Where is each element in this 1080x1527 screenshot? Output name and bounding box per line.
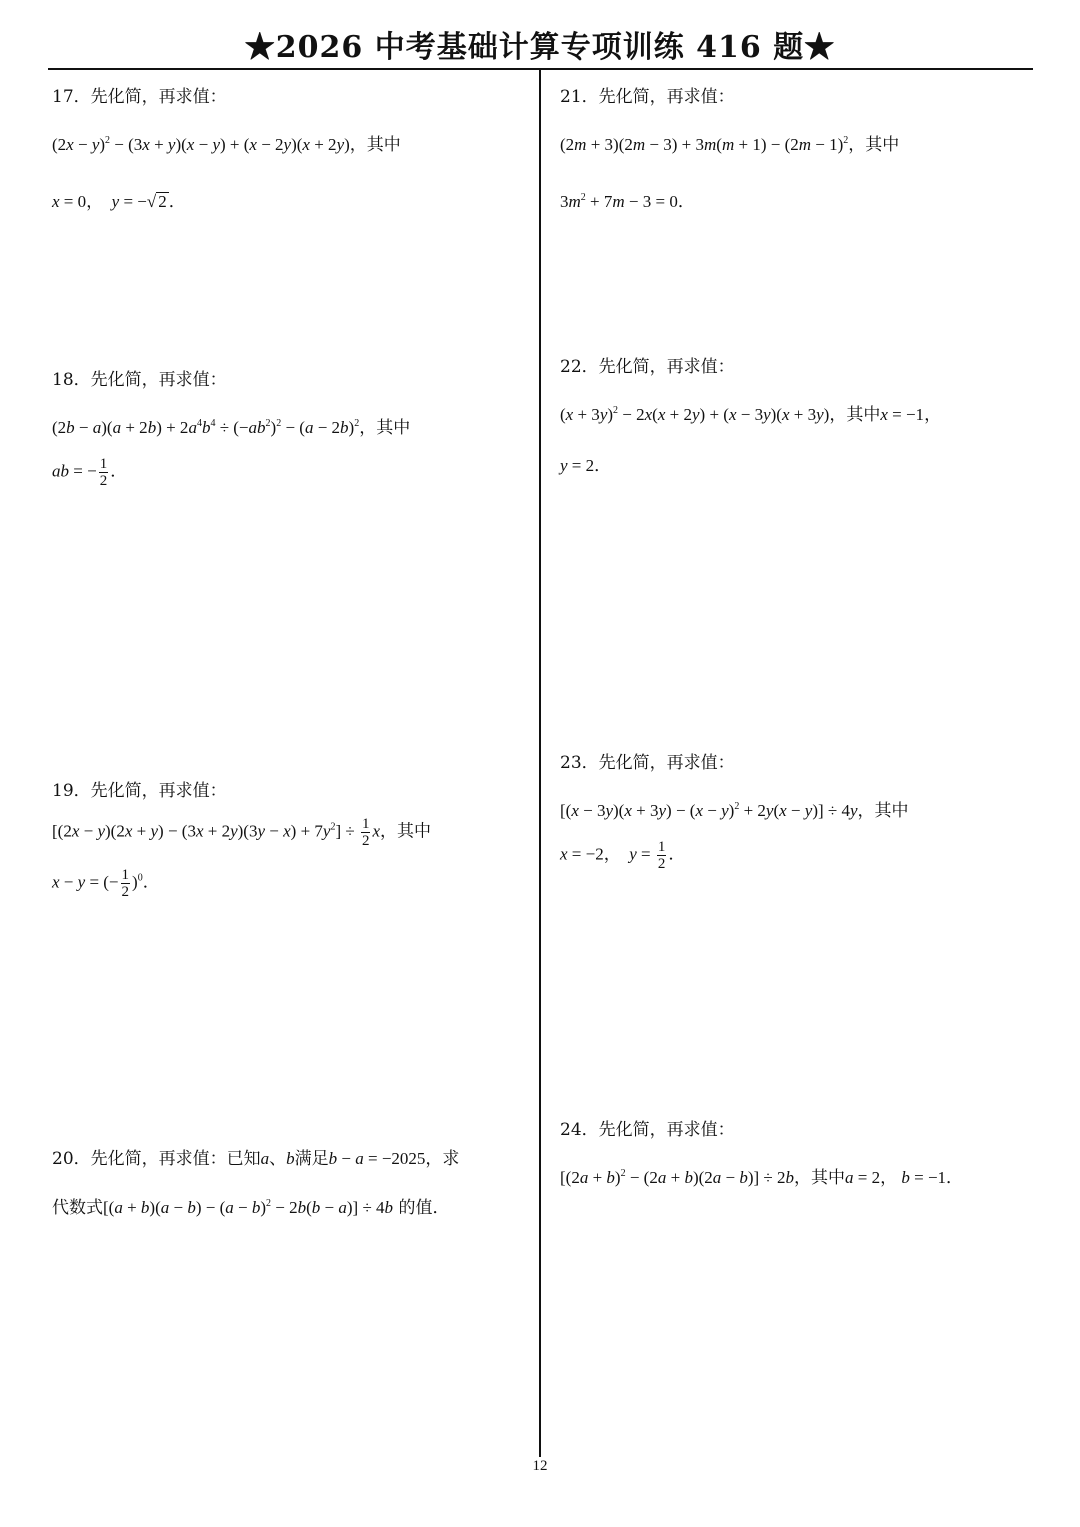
problem-21 (560, 82, 899, 212)
problem-number: 23． (560, 753, 599, 773)
problem-expression: $[(x - 3y)(x + 3y) - (x - y)^2 + 2y(x - y)] \div 4y$，其中 (560, 801, 909, 820)
problem-18 (52, 365, 410, 489)
problem-prompt: 先化简，再求值： (90, 87, 227, 107)
problem-condition: x = −2， y = $\frac{1}{2}$ ． (560, 839, 686, 872)
problem-number: 22． (560, 357, 599, 377)
problem-prompt: 先化简，再求值： (598, 357, 735, 377)
problem-prompt: 先化简，再求值： (598, 87, 735, 107)
problem-statement: 20．先化简，再求值：已知a、b满足b − a = −2025，求 (52, 1149, 460, 1169)
fraction: $\frac{1}{2}$ (99, 456, 108, 489)
problem-condition: $3m^2 + 7m - 3 = 0$． (560, 192, 695, 211)
problem-22 (560, 352, 941, 476)
problem-expression: $(2m + 3)(2m - 3) + 3m(m + 1) - (2m - 1)^2$，其中 (560, 135, 900, 154)
column-divider (539, 70, 541, 1457)
problem-expression: $(2b - a)(a + 2b) + 2a^4b^4 \div (-ab^2)^2 - (a - 2b)^2$，其中 (52, 418, 411, 437)
problem-24 (560, 1115, 963, 1188)
problem-23 (560, 748, 909, 872)
problem-number: 17． (52, 87, 91, 107)
problem-expression: $(x + 3y)^2 - 2x(x + 2y) + (x - 3y)(x + 3y)$，其中x = −1， (560, 405, 942, 424)
problem-condition: y = 2． (560, 456, 612, 475)
problem-number: 21． (560, 87, 599, 107)
problem-prompt: 先化简，再求值： (598, 1120, 735, 1140)
fraction: $\frac{1}{2}$ (121, 867, 130, 900)
problem-prompt: 先化简，再求值： (598, 753, 735, 773)
problem-condition: ab = − $\frac{1}{2}$ ． (52, 456, 128, 489)
page-number: 12 (532, 1458, 548, 1474)
problem-17 (52, 82, 401, 212)
problem-number: 18． (52, 370, 91, 390)
problem-expression: $[(2a + b)^2 - (2a + b)(2a - b)] \div 2b$，其中a = 2， b = −1． (560, 1168, 964, 1187)
problem-condition: x = 0， y = −√ 2 ． (52, 192, 186, 211)
problem-condition: x − y = (− $\frac{1}{2}$ )$^0$． (52, 867, 160, 900)
page-title: ★2026 中考基础计算专项训练 416 题★ (244, 30, 836, 65)
problem-number: 19． (52, 781, 91, 801)
problem-prompt: 先化简，再求值： (90, 370, 227, 390)
fraction: $\frac{1}{2}$ (361, 816, 370, 849)
problem-expression: $(2x - y)^2 - (3x + y)(x - y) + (x - 2y)(x + 2y)$，其中 (52, 135, 401, 154)
problem-20 (52, 1144, 459, 1218)
problem-prompt: 先化简，再求值： (90, 781, 227, 801)
problem-number: 24． (560, 1120, 599, 1140)
problem-expression: $[(2x - y)(2x + y) - (3x + 2y)(3y - x) + 7y^2]$ ÷ $\frac{1}{2}$ x，其中 (52, 816, 431, 849)
problem-19 (52, 776, 431, 900)
problem-expression: 代数式$[(a + b)(a - b) - (a - b)^2 - 2b(b - a)] \div 4b$ 的值． (52, 1198, 450, 1218)
problem-number: 20． (52, 1149, 91, 1169)
fraction: $\frac{1}{2}$ (657, 839, 666, 872)
